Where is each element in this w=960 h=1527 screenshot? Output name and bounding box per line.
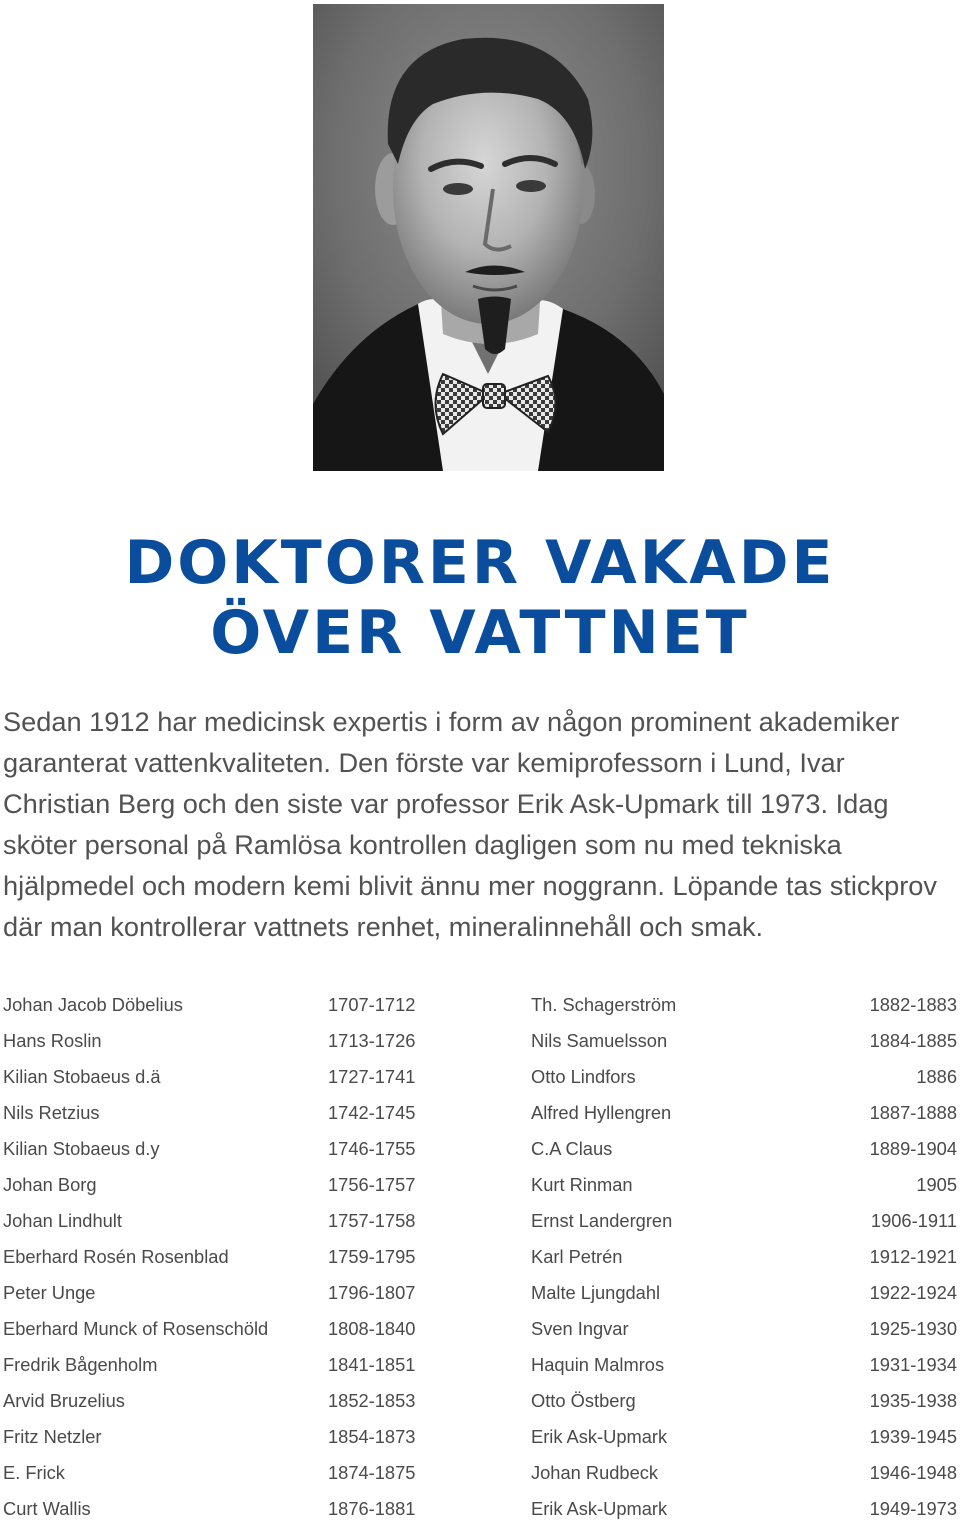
doctor-years: 1742-1745	[328, 1102, 416, 1123]
doctor-years: 1946-1948	[869, 1462, 957, 1483]
doctors-list-right	[531, 987, 957, 1527]
doctor-name: Hans Roslin	[3, 1030, 102, 1051]
doctor-row	[531, 1167, 957, 1203]
doctor-years: 1939-1945	[869, 1426, 957, 1447]
doctor-row	[531, 1419, 957, 1455]
title-line-1: DOKTORER VAKADE	[124, 528, 836, 598]
doctor-name: Alfred Hyllengren	[531, 1102, 672, 1123]
doctor-row	[531, 1275, 957, 1311]
doctor-name: Nils Samuelsson	[531, 1030, 668, 1051]
doctor-name: Johan Borg	[3, 1174, 97, 1195]
doctor-years: 1756-1757	[328, 1174, 416, 1195]
doctor-row	[3, 1275, 420, 1311]
doctor-years: 1889-1904	[869, 1138, 957, 1159]
doctor-row	[3, 1239, 420, 1275]
doctor-name: C.A Claus	[531, 1138, 613, 1159]
doctor-name: Ernst Landergren	[531, 1210, 673, 1231]
doctor-row	[3, 1095, 420, 1131]
doctor-name: E. Frick	[3, 1462, 65, 1483]
doctor-name: Johan Rudbeck	[531, 1462, 659, 1483]
doctor-years: 1887-1888	[869, 1102, 957, 1123]
doctor-years: 1759-1795	[328, 1246, 416, 1267]
doctor-row	[3, 1203, 420, 1239]
doctor-row	[531, 1131, 957, 1167]
doctor-row	[531, 1311, 957, 1347]
title-line-2: ÖVER VATTNET	[210, 598, 750, 668]
doctor-row	[3, 1023, 420, 1059]
portrait-photo	[313, 4, 664, 471]
doctor-years: 1912-1921	[869, 1246, 957, 1267]
doctor-row	[3, 1419, 420, 1455]
doctor-years: 1906-1911	[870, 1210, 957, 1231]
doctor-years: 1808-1840	[328, 1318, 416, 1339]
doctor-name: Erik Ask-Upmark	[531, 1426, 668, 1447]
doctor-years: 1707-1712	[328, 994, 416, 1015]
doctor-row	[531, 1239, 957, 1275]
doctor-row	[531, 1383, 957, 1419]
doctor-name: Arvid Bruzelius	[3, 1390, 125, 1411]
doctor-name: Kilian Stobaeus d.y	[3, 1138, 160, 1159]
doctor-years: 1925-1930	[869, 1318, 957, 1339]
doctor-name: Nils Retzius	[3, 1102, 100, 1123]
doctor-row	[3, 1311, 420, 1347]
doctor-name: Eberhard Rosén Rosenblad	[3, 1246, 229, 1267]
doctor-years: 1922-1924	[869, 1282, 957, 1303]
doctors-list-left	[3, 987, 420, 1527]
doctor-years: 1713-1726	[328, 1030, 416, 1051]
doctor-row	[531, 1203, 957, 1239]
doctor-row	[3, 1347, 420, 1383]
doctor-name: Sven Ingvar	[531, 1318, 629, 1339]
doctor-name: Haquin Malmros	[531, 1354, 665, 1375]
doctor-name: Peter Unge	[3, 1282, 96, 1303]
doctor-years: 1746-1755	[328, 1138, 416, 1159]
doctor-name: Th. Schagerström	[531, 994, 677, 1015]
doctor-years: 1854-1873	[328, 1426, 416, 1447]
doctor-name: Kilian Stobaeus d.ä	[3, 1066, 161, 1087]
doctor-years: 1841-1851	[328, 1354, 416, 1375]
doctor-years: 1949-1973	[869, 1498, 957, 1519]
doctor-name: Johan Jacob Döbelius	[3, 994, 183, 1015]
doctor-years: 1935-1938	[869, 1390, 957, 1411]
doctor-row	[3, 1167, 420, 1203]
doctor-row	[531, 987, 957, 1023]
doctor-row	[531, 1455, 957, 1491]
doctor-name: Johan Lindhult	[3, 1210, 122, 1231]
doctor-years: 1884-1885	[869, 1030, 957, 1051]
doctor-name: Otto Lindfors	[531, 1066, 636, 1087]
doctor-years: 1886	[916, 1066, 957, 1087]
doctor-years: 1905	[916, 1174, 957, 1195]
doctor-row	[3, 987, 420, 1023]
doctor-years: 1757-1758	[328, 1210, 416, 1231]
doctor-name: Fredrik Bågenholm	[3, 1354, 158, 1375]
doctor-row	[3, 1131, 420, 1167]
doctor-years: 1727-1741	[328, 1066, 416, 1087]
doctor-row	[531, 1491, 957, 1527]
doctor-name: Eberhard Munck of Rosenschöld	[3, 1318, 269, 1339]
doctor-years: 1852-1853	[328, 1390, 416, 1411]
doctor-name: Erik Ask-Upmark	[531, 1498, 668, 1519]
doctor-row	[3, 1383, 420, 1419]
doctor-name: Curt Wallis	[3, 1498, 91, 1519]
doctor-name: Fritz Netzler	[3, 1426, 102, 1447]
doctor-row	[3, 1059, 420, 1095]
doctor-years: 1796-1807	[328, 1282, 416, 1303]
intro-paragraph: Sedan 1912 har medicinsk expertis i form av någon prominent akademiker garanterat vattenkvaliteten. Den förste var kemiprofessorn i Lund, Ivar Christian Berg och den siste var professor Erik Ask-Upmark till 1973. Idag sköter personal på Ramlösa kontrollen dagligen som nu med tekniska hjälpmedel och modern kemi blivit ännu mer noggrann. Löpande tas stickprov där man kontrollerar vattnets renhet, mineralinnehåll och smak.	[3, 706, 937, 942]
doctor-name: Otto Östberg	[531, 1390, 636, 1411]
doctor-row	[3, 1455, 420, 1491]
doctor-years: 1931-1934	[869, 1354, 957, 1375]
doctor-years: 1874-1875	[328, 1462, 416, 1483]
doctor-row	[3, 1491, 420, 1527]
doctor-row	[531, 1095, 957, 1131]
doctor-name: Malte Ljungdahl	[531, 1282, 661, 1303]
doctor-row	[531, 1023, 957, 1059]
doctor-years: 1882-1883	[869, 994, 957, 1015]
doctor-years: 1876-1881	[328, 1498, 416, 1519]
doctor-row	[531, 1059, 957, 1095]
doctor-name: Karl Petrén	[531, 1246, 623, 1267]
article-title	[0, 528, 960, 668]
doctor-name: Kurt Rinman	[531, 1174, 633, 1195]
doctor-row	[531, 1347, 957, 1383]
